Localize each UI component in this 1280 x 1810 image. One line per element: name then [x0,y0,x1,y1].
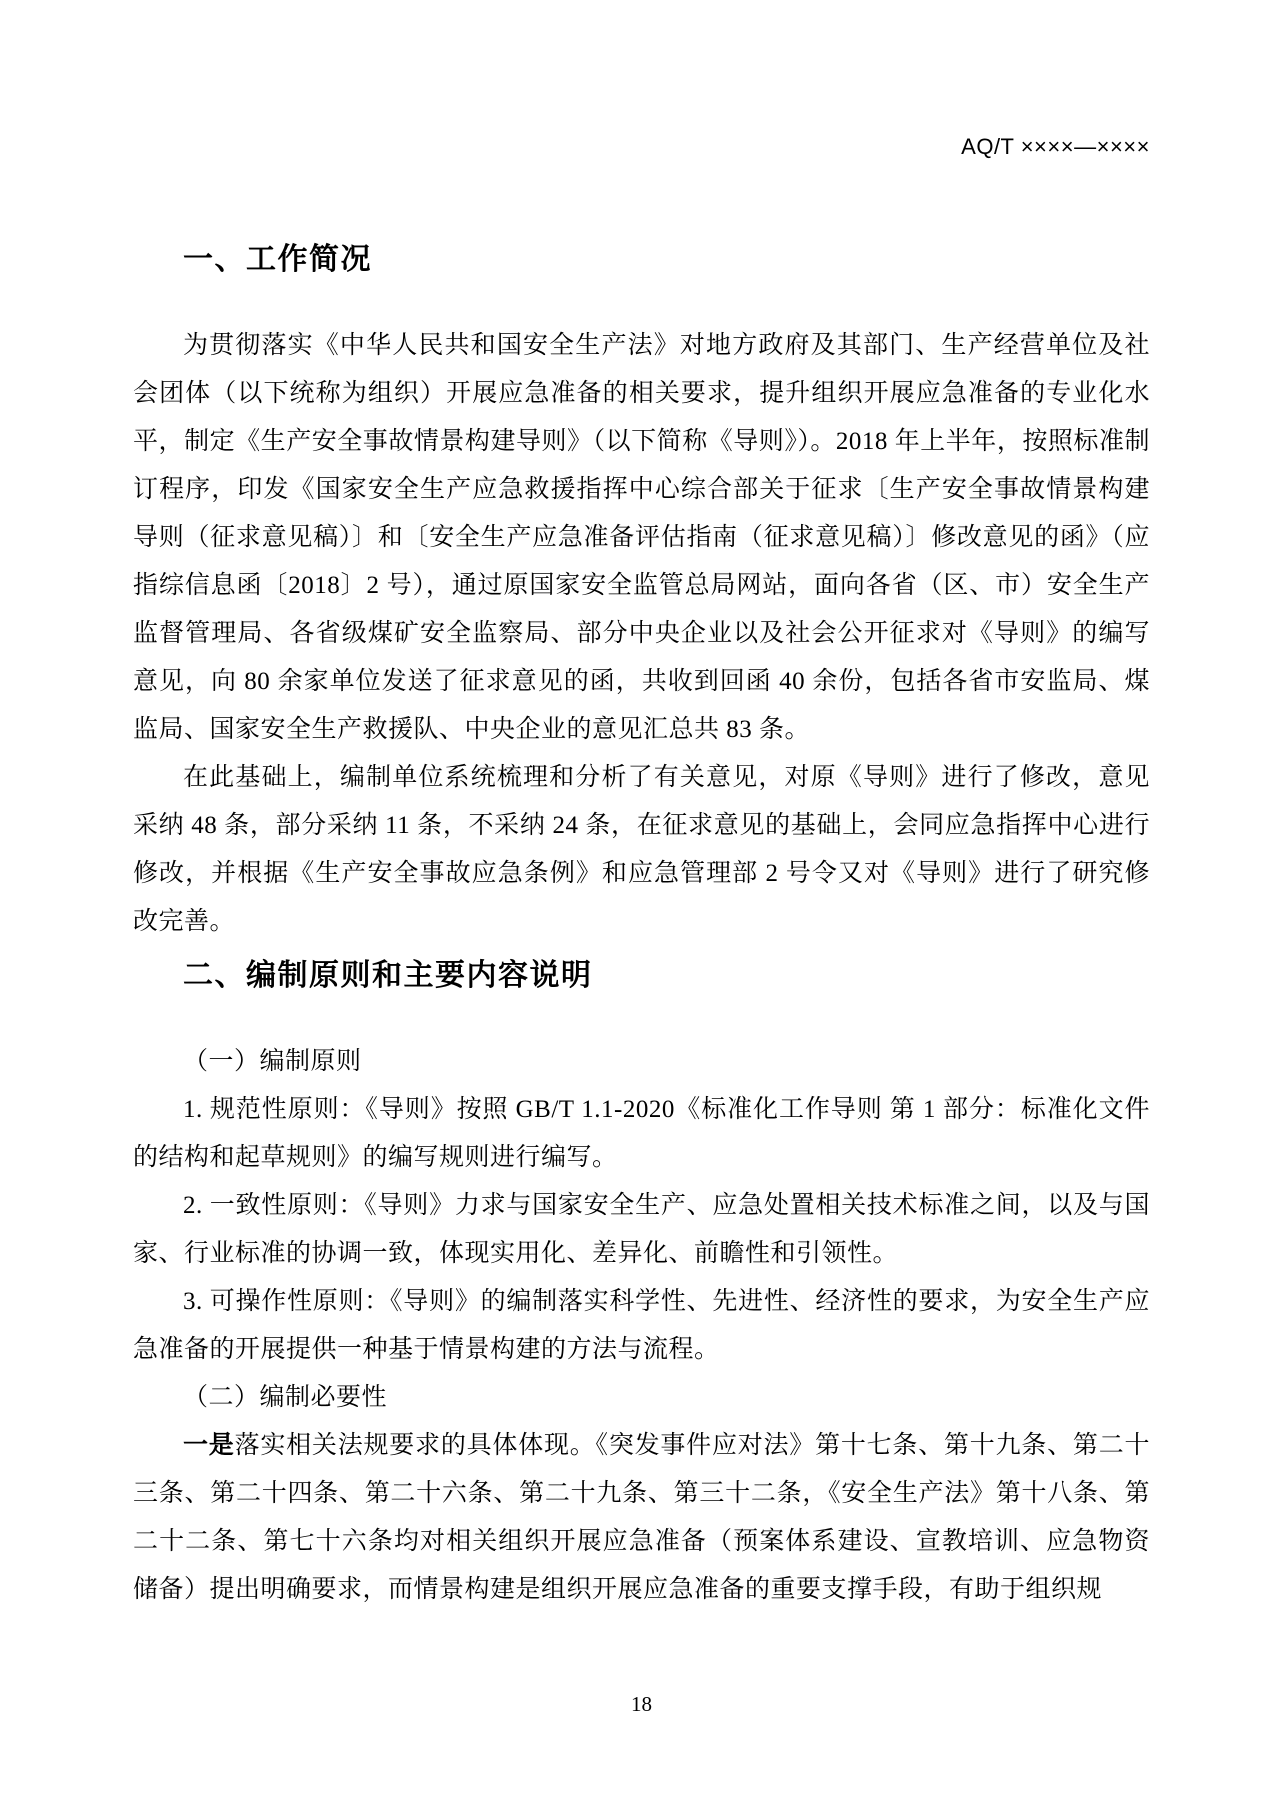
principle-item-2: 2. 一致性原则：《导则》力求与国家安全生产、应急处置相关技术标准之间，以及与国家、行业标准的协调一致，体现实用化、差异化、前瞻性和引领性。 [133,1192,1150,1267]
subsection-heading-principles: （一）编制原则 [183,1048,362,1075]
section-1-paragraph-2: 在此基础上，编制单位系统梳理和分析了有关意见，对原《导则》进行了修改，意见采纳 48 条，部分采纳 11 条，不采纳 24 条，在征求意见的基础上，会同应急指挥中心进行修改，并根据《生产安全事故应急条例》和应急管理部 2 号令又对《导则》进行了研究修改完善。 [133,764,1150,935]
necessity-paragraph-lead: 一是 [183,1432,235,1459]
necessity-paragraph-text: 落实相关法规要求的具体体现。《突发事件应对法》第十七条、第十九条、第二十三条、第二十四条、第二十六条、第二十九条、第三十二条，《安全生产法》第十八条、第二十二条、第七十六条均对相关组织开展应急准备（预案体系建设、宣教培训、应急物资储备）提出明确要求，而情景构建是组织开展应急准备的重要支撑手段，有助于组织规 [133,1432,1150,1603]
section-1-heading: 一、工作简况 [183,243,372,276]
subsection-heading-necessity: （二）编制必要性 [183,1384,388,1411]
standard-code-header: AQ/T ××××—×××× [961,134,1150,159]
section-1-paragraph-1: 为贯彻落实《中华人民共和国安全生产法》对地方政府及其部门、生产经营单位及社会团体（以下统称为组织）开展应急准备的相关要求，提升组织开展应急准备的专业化水平，制定《生产安全事故情景构建导则》（以下简称《导则》）。2018 年上半年，按照标准制订程序，印发《国家安全生产应急救援指挥中心综合部关于征求〔生产安全事故情景构建导则（征求意见稿）〕和〔安全生产应急准备评估指南（征求意见稿）〕修改意见的函》（应指综信息函〔2018〕2 号），通过原国家安全监管总局网站，面向各省（区、市）安全生产监督管理局、各省级煤矿安全监察局、部分中央企业以及社会公开征求对《导则》的编写意见，向 80 余家单位发送了征求意见的函，共收到回函 40 余份，包括各省市安监局、煤监局、国家安全生产救援队、中央企业的意见汇总共 83 条。 [133,332,1150,743]
necessity-paragraph [133,1422,1150,1614]
section-2-heading: 二、编制原则和主要内容说明 [183,959,593,992]
page-number: 18 [631,1692,652,1716]
principle-item-3: 3. 可操作性原则：《导则》的编制落实科学性、先进性、经济性的要求，为安全生产应急准备的开展提供一种基于情景构建的方法与流程。 [133,1288,1150,1363]
principle-item-1: 1. 规范性原则：《导则》按照 GB/T 1.1-2020《标准化工作导则 第 1 部分：标准化文件的结构和起草规则》的编写规则进行编写。 [133,1096,1150,1171]
document-content [133,230,1150,1614]
